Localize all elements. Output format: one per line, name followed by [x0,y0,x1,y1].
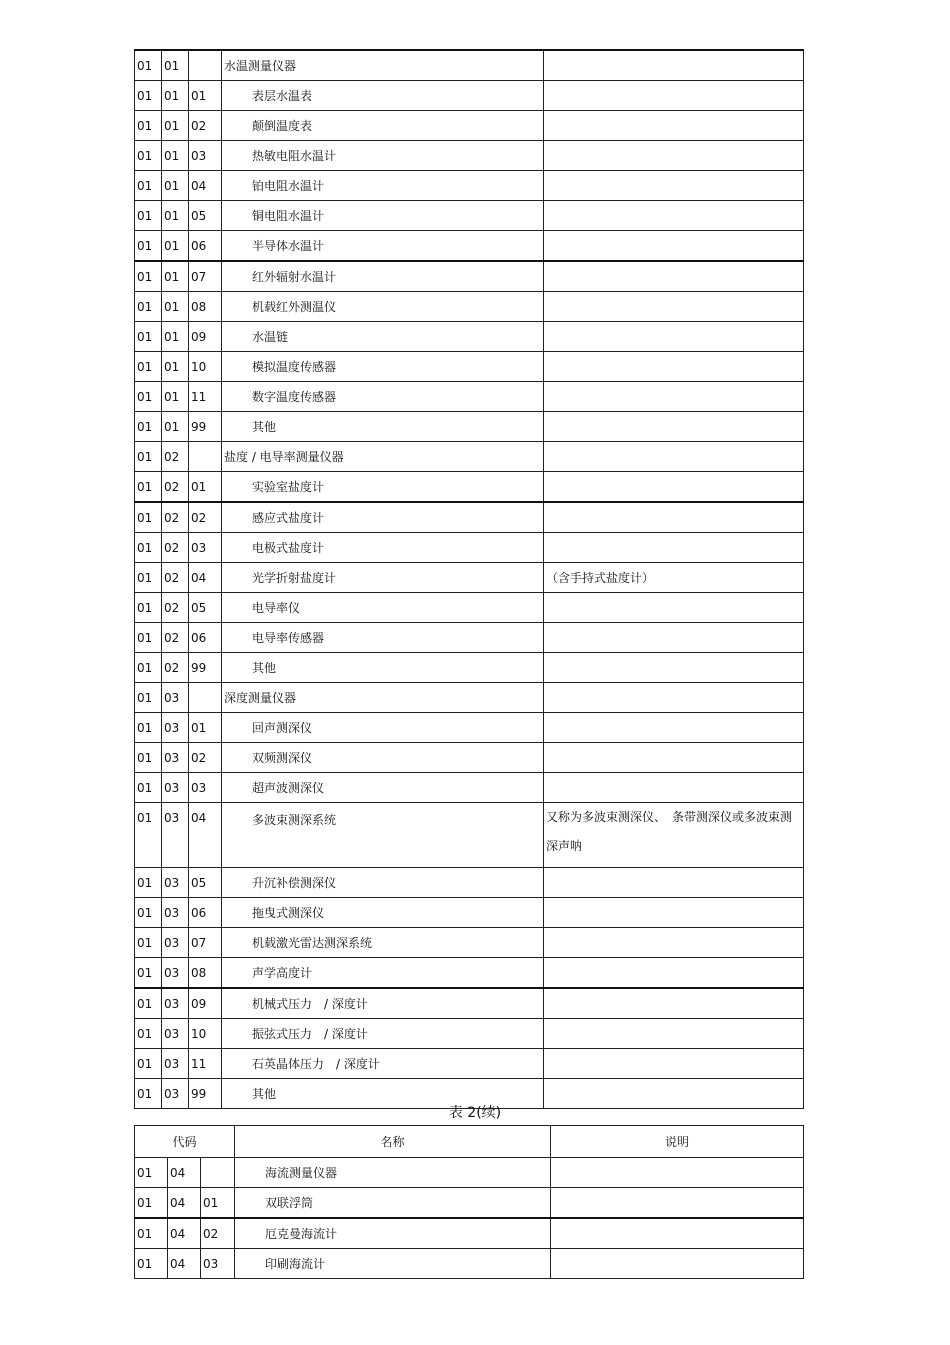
code-level-3: 05 [189,201,222,231]
instrument-note [544,773,804,803]
instrument-name: 感应式盐度计 [222,502,544,533]
code-level-2: 01 [162,81,189,111]
table-row [135,171,804,201]
instrument-note [544,593,804,623]
instrument-note [544,743,804,773]
instrument-name: 拖曳式测深仪 [222,898,544,928]
instrument-note [544,261,804,292]
instrument-name: 其他 [222,653,544,683]
instrument-name: 海流测量仪器 [235,1158,551,1188]
instrument-name: 其他 [222,412,544,442]
code-level-3: 04 [189,803,222,868]
code-level-3: 05 [189,593,222,623]
instrument-note [544,683,804,713]
code-level-3: 09 [189,988,222,1019]
code-level-1: 01 [135,171,162,201]
instrument-name: 红外辐射水温计 [222,261,544,292]
table-row [135,1249,804,1279]
instrument-name: 铜电阻水温计 [222,201,544,231]
instrument-name: 电导率仪 [222,593,544,623]
instrument-note [551,1158,804,1188]
instrument-note [544,623,804,653]
instrument-name: 升沉补偿测深仪 [222,868,544,898]
table-row [135,292,804,322]
code-level-1: 01 [135,958,162,989]
code-level-3: 02 [189,743,222,773]
code-level-3: 02 [189,111,222,141]
code-level-2: 02 [162,623,189,653]
code-level-3 [189,50,222,81]
instrument-code-table-continued [134,1125,804,1279]
instrument-name: 双联浮筒 [235,1188,551,1219]
code-level-1: 01 [135,868,162,898]
instrument-name: 多波束测深系统 [222,803,544,868]
code-level-2: 03 [162,988,189,1019]
code-level-3: 03 [189,141,222,171]
instrument-note [544,171,804,201]
table-row [135,111,804,141]
instrument-name: 机械式压力 / 深度计 [222,988,544,1019]
code-level-3 [201,1158,235,1188]
code-level-2: 03 [162,868,189,898]
header-note: 说明 [551,1126,804,1158]
code-level-1: 01 [135,502,162,533]
table-row [135,563,804,593]
code-level-3: 05 [189,868,222,898]
code-level-3: 03 [201,1249,235,1279]
code-level-1: 01 [135,653,162,683]
code-level-3: 03 [189,533,222,563]
code-level-2: 03 [162,1019,189,1049]
code-level-1: 01 [135,352,162,382]
table-row [135,352,804,382]
code-level-2: 02 [162,563,189,593]
code-level-3: 01 [189,472,222,503]
table-row [135,231,804,262]
instrument-note [544,1049,804,1079]
code-level-2: 02 [162,533,189,563]
code-level-1: 01 [135,1079,162,1109]
code-level-2: 04 [168,1249,201,1279]
table-row [135,261,804,292]
table-row [135,928,804,958]
table-row [135,533,804,563]
code-level-2: 01 [162,382,189,412]
instrument-name: 石英晶体压力 / 深度计 [222,1049,544,1079]
code-level-3: 01 [189,81,222,111]
code-level-1: 01 [135,1019,162,1049]
table-row [135,412,804,442]
instrument-name: 印刷海流计 [235,1249,551,1279]
code-level-3 [189,442,222,472]
code-level-2: 01 [162,322,189,352]
instrument-name: 热敏电阻水温计 [222,141,544,171]
instrument-name: 盐度 / 电导率测量仪器 [222,442,544,472]
code-level-2: 01 [162,261,189,292]
table-row [135,988,804,1019]
code-level-1: 01 [135,683,162,713]
instrument-note: （含手持式盐度计） [544,563,804,593]
code-level-1: 01 [135,322,162,352]
code-level-1: 01 [135,201,162,231]
instrument-note [544,988,804,1019]
instrument-note [551,1218,804,1249]
code-level-2: 03 [162,743,189,773]
instrument-note [544,472,804,503]
code-level-3: 06 [189,623,222,653]
code-level-1: 01 [135,141,162,171]
table-row [135,958,804,989]
code-level-3: 08 [189,292,222,322]
code-level-2: 02 [162,593,189,623]
code-level-1: 01 [135,623,162,653]
table-row [135,322,804,352]
code-level-2: 01 [162,201,189,231]
instrument-name: 光学折射盐度计 [222,563,544,593]
instrument-note [544,502,804,533]
instrument-note [544,868,804,898]
code-level-1: 01 [135,50,162,81]
code-level-2: 03 [162,958,189,989]
instrument-name: 声学高度计 [222,958,544,989]
instrument-note [544,653,804,683]
instrument-note [544,141,804,171]
code-level-2: 02 [162,653,189,683]
instrument-note: 又称为多波束测深仪、 条带测深仪或多波束测深声呐 [544,803,804,868]
table-row [135,1188,804,1219]
table-row [135,50,804,81]
code-level-1: 01 [135,231,162,262]
table-row [135,683,804,713]
code-level-2: 01 [162,352,189,382]
table-row [135,141,804,171]
code-level-3: 06 [189,231,222,262]
code-level-2: 03 [162,683,189,713]
instrument-note [544,231,804,262]
code-level-3: 07 [189,261,222,292]
instrument-note [544,50,804,81]
code-level-3: 09 [189,322,222,352]
code-level-2: 04 [168,1218,201,1249]
code-level-1: 01 [135,1049,162,1079]
code-level-1: 01 [135,472,162,503]
code-level-3: 01 [189,713,222,743]
instrument-note [544,958,804,989]
instrument-name: 模拟温度传感器 [222,352,544,382]
header-name: 名称 [235,1126,551,1158]
instrument-note [544,111,804,141]
instrument-name: 其他 [222,1079,544,1109]
table-row [135,472,804,503]
code-level-2: 02 [162,502,189,533]
table-row [135,868,804,898]
code-level-1: 01 [135,988,162,1019]
code-level-1: 01 [135,563,162,593]
table-row [135,382,804,412]
instrument-name: 厄克曼海流计 [235,1218,551,1249]
code-level-2: 04 [168,1188,201,1219]
table-row [135,81,804,111]
code-level-1: 01 [135,593,162,623]
table-row [135,898,804,928]
instrument-note [544,412,804,442]
header-code: 代码 [135,1126,235,1158]
code-level-3: 10 [189,1019,222,1049]
instrument-name: 机载红外测温仪 [222,292,544,322]
code-level-2: 03 [162,1079,189,1109]
code-level-3: 99 [189,412,222,442]
code-level-3: 04 [189,171,222,201]
code-level-3: 11 [189,1049,222,1079]
code-level-2: 01 [162,50,189,81]
instrument-code-table [134,49,804,1109]
code-level-3: 10 [189,352,222,382]
instrument-name: 双频测深仪 [222,743,544,773]
instrument-name: 机载激光雷达测深系统 [222,928,544,958]
instrument-note [544,533,804,563]
table-row [135,1218,804,1249]
code-level-2: 01 [162,111,189,141]
table-row [135,1049,804,1079]
instrument-name: 表层水温表 [222,81,544,111]
code-level-3: 99 [189,653,222,683]
table-caption: 表 2(续) [448,1105,502,1121]
table-row [135,1158,804,1188]
instrument-note [544,322,804,352]
code-level-1: 01 [135,743,162,773]
instrument-name: 超声波测深仪 [222,773,544,803]
instrument-name: 电极式盐度计 [222,533,544,563]
code-level-3: 07 [189,928,222,958]
code-level-1: 01 [135,442,162,472]
code-level-1: 01 [135,111,162,141]
code-level-1: 01 [135,81,162,111]
instrument-name: 水温测量仪器 [222,50,544,81]
code-level-2: 01 [162,231,189,262]
code-level-2: 01 [162,171,189,201]
code-level-3 [189,683,222,713]
code-level-2: 02 [162,442,189,472]
instrument-name: 实验室盐度计 [222,472,544,503]
table-header-row [135,1126,804,1158]
table-row [135,743,804,773]
code-level-1: 01 [135,713,162,743]
table-row [135,803,804,868]
code-level-1: 01 [135,803,162,868]
code-level-1: 01 [135,898,162,928]
code-level-2: 04 [168,1158,201,1188]
code-level-3: 08 [189,958,222,989]
instrument-note [551,1188,804,1219]
code-level-1: 01 [135,412,162,442]
code-level-2: 03 [162,898,189,928]
code-level-2: 01 [162,141,189,171]
code-level-1: 01 [135,773,162,803]
code-level-2: 03 [162,1049,189,1079]
instrument-name: 电导率传感器 [222,623,544,653]
instrument-name: 半导体水温计 [222,231,544,262]
table-row [135,593,804,623]
table-row [135,773,804,803]
table-row [135,201,804,231]
code-level-3: 06 [189,898,222,928]
table-row [135,623,804,653]
code-level-2: 03 [162,928,189,958]
code-level-3: 04 [189,563,222,593]
code-level-1: 01 [135,382,162,412]
code-level-2: 01 [162,292,189,322]
instrument-note [544,382,804,412]
table-row [135,442,804,472]
code-level-3: 03 [189,773,222,803]
code-level-2: 03 [162,773,189,803]
table-row [135,502,804,533]
instrument-note [544,81,804,111]
code-level-1: 01 [135,292,162,322]
instrument-code-table-continued-body [135,1158,804,1279]
instrument-note [544,442,804,472]
instrument-name: 回声测深仪 [222,713,544,743]
table-row [135,653,804,683]
instrument-name: 颠倒温度表 [222,111,544,141]
instrument-name: 铂电阻水温计 [222,171,544,201]
code-level-1: 01 [135,928,162,958]
code-level-2: 03 [162,803,189,868]
code-level-3: 99 [189,1079,222,1109]
code-level-3: 02 [201,1218,235,1249]
instrument-code-table-body [135,50,804,1109]
code-level-2: 01 [162,412,189,442]
instrument-note [551,1249,804,1279]
table-row [135,713,804,743]
code-level-2: 03 [162,713,189,743]
instrument-note [544,898,804,928]
code-level-1: 01 [135,533,162,563]
instrument-name: 振弦式压力 / 深度计 [222,1019,544,1049]
instrument-note [544,928,804,958]
instrument-note [544,1019,804,1049]
code-level-1: 01 [135,1188,168,1219]
code-level-1: 01 [135,1158,168,1188]
instrument-name: 深度测量仪器 [222,683,544,713]
code-level-1: 01 [135,1218,168,1249]
code-level-3: 02 [189,502,222,533]
instrument-name: 数字温度传感器 [222,382,544,412]
table-row [135,1019,804,1049]
instrument-note [544,352,804,382]
code-level-1: 01 [135,1249,168,1279]
code-level-3: 11 [189,382,222,412]
instrument-note [544,201,804,231]
code-level-1: 01 [135,261,162,292]
code-level-2: 02 [162,472,189,503]
instrument-note [544,713,804,743]
code-level-3: 01 [201,1188,235,1219]
instrument-name: 水温链 [222,322,544,352]
instrument-note [544,292,804,322]
